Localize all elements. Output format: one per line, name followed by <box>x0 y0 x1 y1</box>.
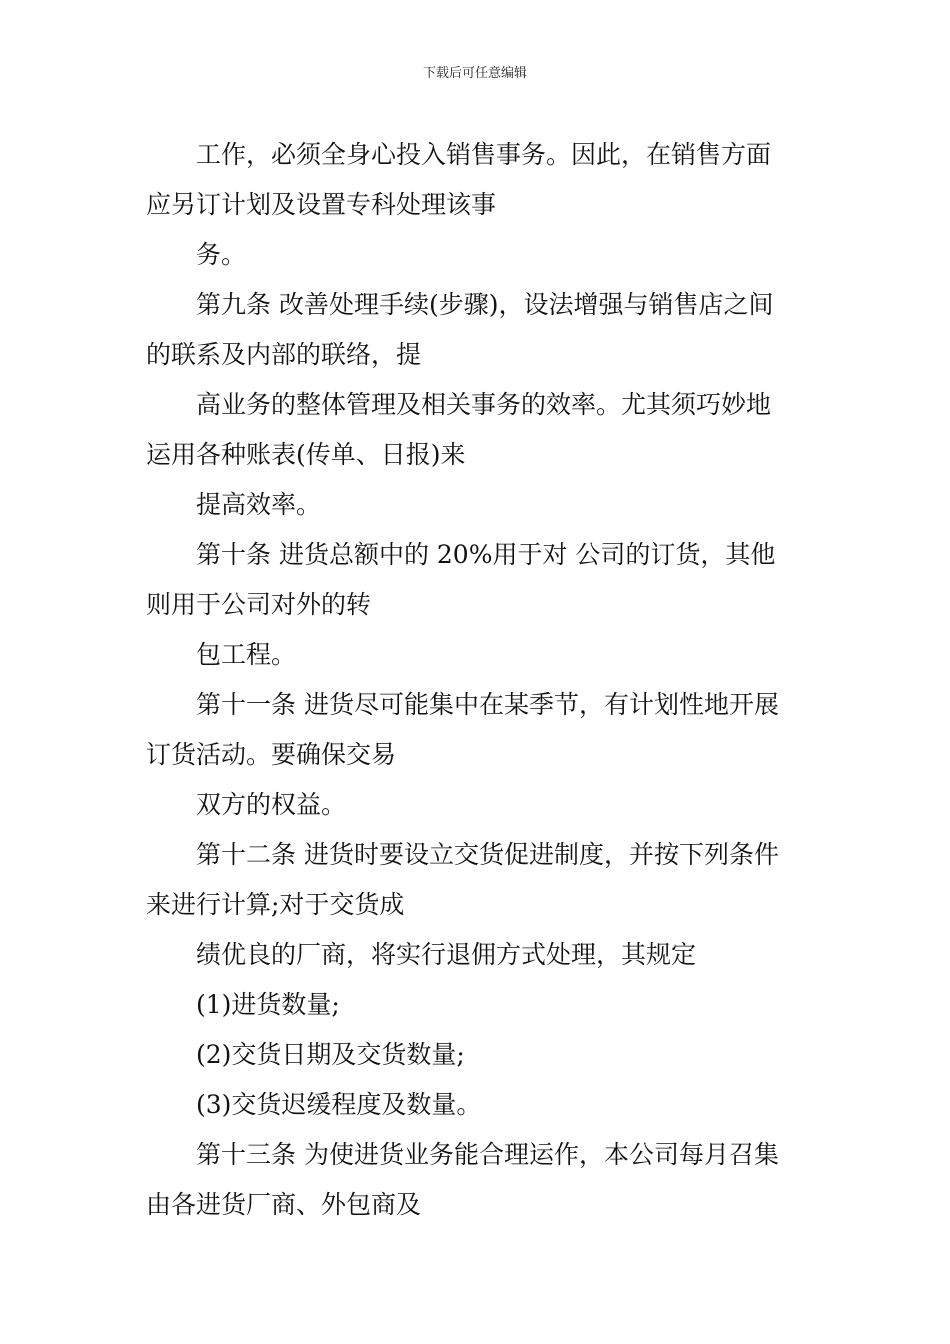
text-line: 运用各种账表(传单、日报)来 <box>146 440 466 469</box>
text-line: 的联系及内部的联络，提 <box>146 340 422 369</box>
text-line: 提高效率。 <box>196 490 322 519</box>
list-item: (3)交货迟缓程度及数量。 <box>196 1090 482 1119</box>
text-line: 第九条 改善处理手续(步骤)，设法增强与销售店之间 <box>196 290 774 319</box>
text-line: 则用于公司对外的转 <box>146 590 372 619</box>
text-line: 务。 <box>196 240 247 269</box>
page-header: 下载后可任意编辑 <box>422 66 527 81</box>
text-line: 包工程。 <box>196 640 297 669</box>
text-line: 第十一条 进货尽可能集中在某季节，有计划性地开展 <box>196 690 779 719</box>
text-line: 第十二条 进货时要设立交货促进制度，并按下列条件 <box>196 840 779 869</box>
text-line: 第十三条 为使进货业务能合理运作，本公司每月召集 <box>196 1140 779 1169</box>
document-body <box>146 130 816 1230</box>
list-item: (1)进货数量; <box>196 990 340 1019</box>
text-line: 由各进货厂商、外包商及 <box>146 1190 422 1219</box>
text-line: 订货活动。要确保交易 <box>146 740 397 769</box>
text-line: 双方的权益。 <box>196 790 347 819</box>
text-line: 工作，必须全身心投入销售事务。因此，在销售方面 <box>196 140 772 169</box>
text-line: 第十条 进货总额中的 20%用于对 公司的订货，其他 <box>196 540 776 569</box>
text-line: 来进行计算;对于交货成 <box>146 890 405 919</box>
list-item: (2)交货日期及交货数量; <box>196 1040 465 1069</box>
text-line: 应另订计划及设置专科处理该事 <box>146 190 497 219</box>
text-line: 高业务的整体管理及相关事务的效率。尤其须巧妙地 <box>196 390 772 419</box>
text-line: 绩优良的厂商，将实行退佣方式处理，其规定 <box>196 940 697 969</box>
